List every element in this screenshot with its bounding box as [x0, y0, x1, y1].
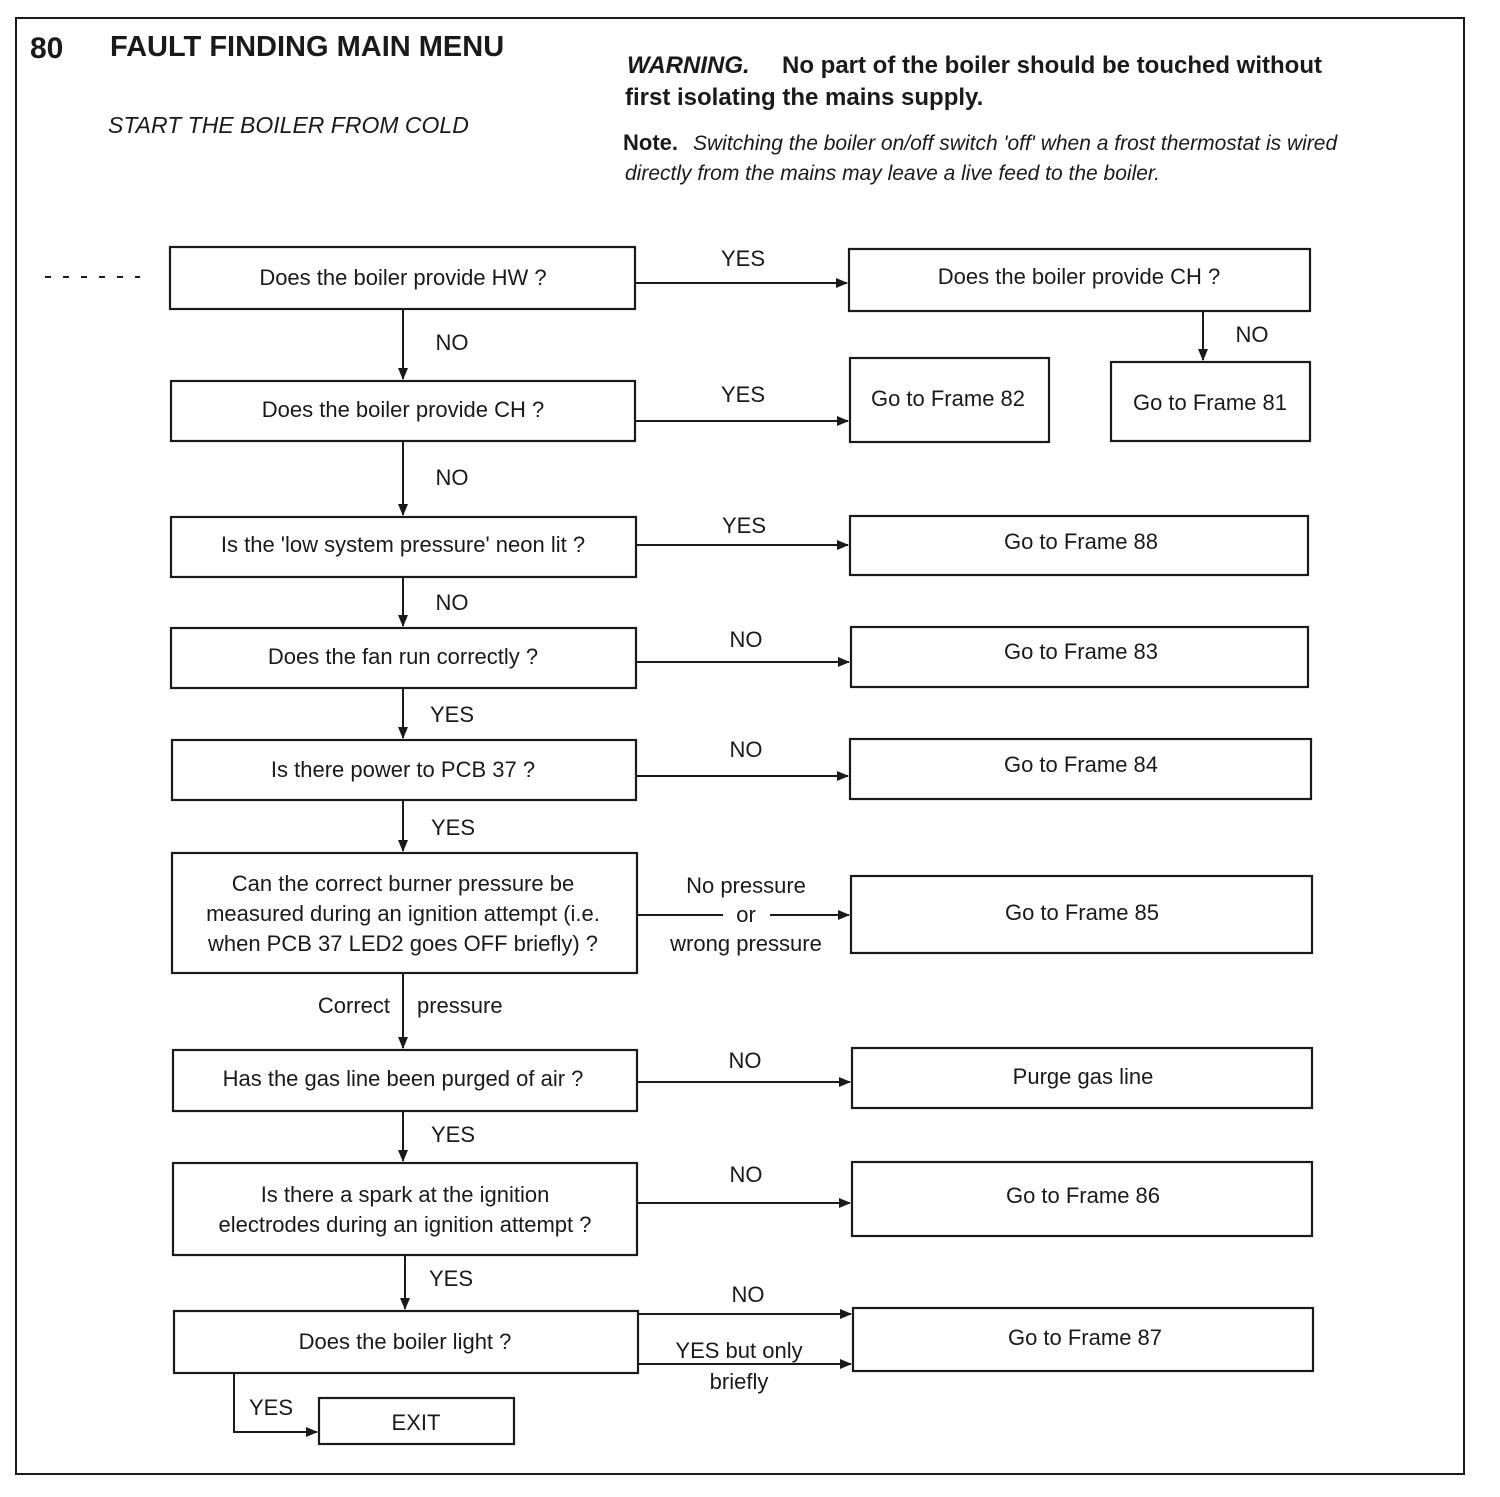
- label-ch-yes: YES: [720, 382, 766, 407]
- label-pressure: pressure: [417, 993, 503, 1018]
- question-spark-box: [173, 1163, 637, 1255]
- label-light-yes: YES: [248, 1395, 294, 1420]
- label-correct: Correct: [317, 993, 390, 1018]
- question-burner-line-1: Can the correct burner pressure be: [231, 871, 575, 896]
- label-ch-no: NO: [435, 465, 469, 490]
- page-title: FAULT FINDING MAIN MENU: [110, 31, 505, 63]
- frame-88-text: Go to Frame 88: [1003, 529, 1159, 554]
- note-label: Note.: [623, 130, 678, 155]
- frame-82-text: Go to Frame 82: [870, 386, 1026, 411]
- label-spark-no: NO: [729, 1162, 763, 1187]
- label-light-no: NO: [731, 1282, 765, 1307]
- question-hw-text: Does the boiler provide HW ?: [259, 265, 547, 290]
- label-hw-yes: YES: [720, 246, 766, 271]
- question-spark-line-1: Is there a spark at the ignition: [260, 1182, 550, 1207]
- frame-85-text: Go to Frame 85: [1004, 900, 1160, 925]
- frame-83-text: Go to Frame 83: [1003, 639, 1159, 664]
- question-spark-line-2: electrodes during an ignition attempt ?: [218, 1212, 592, 1237]
- question-pressure-text: Is the 'low system pressure' neon lit ?: [220, 532, 586, 557]
- page-subtitle: START THE BOILER FROM COLD: [108, 112, 469, 138]
- label-hw-no: NO: [435, 330, 469, 355]
- label-ch-top-no: NO: [1235, 322, 1269, 347]
- frame-86-text: Go to Frame 86: [1005, 1183, 1161, 1208]
- warning-label: WARNING.: [627, 52, 750, 79]
- question-fan-text: Does the fan run correctly ?: [267, 644, 539, 669]
- label-or: or: [736, 902, 756, 927]
- warning-line-2: first isolating the mains supply.: [625, 84, 984, 111]
- label-briefly: briefly: [709, 1369, 769, 1394]
- question-light-text: Does the boiler light ?: [298, 1329, 512, 1354]
- note-line-1: Switching the boiler on/off switch 'off' when a frost thermostat is wired: [693, 132, 1338, 155]
- question-ch-text: Does the boiler provide CH ?: [261, 397, 545, 422]
- exit-text: EXIT: [391, 1410, 441, 1435]
- label-power-yes: YES: [430, 815, 476, 840]
- label-pressure-yes: YES: [721, 513, 767, 538]
- frame-84-text: Go to Frame 84: [1003, 752, 1159, 777]
- question-ch-top-text: Does the boiler provide CH ?: [937, 264, 1221, 289]
- purge-gas-line-text: Purge gas line: [1012, 1064, 1154, 1089]
- label-spark-yes: YES: [428, 1266, 474, 1291]
- label-no-pressure: No pressure: [686, 873, 806, 898]
- label-fan-no: NO: [729, 627, 763, 652]
- label-purge-no: NO: [728, 1048, 762, 1073]
- label-wrong-pressure: wrong pressure: [670, 931, 822, 956]
- frame-number: 80: [30, 32, 64, 65]
- frame-81-text: Go to Frame 81: [1132, 390, 1288, 415]
- question-power-text: Is there power to PCB 37 ?: [270, 757, 536, 782]
- label-power-no: NO: [729, 737, 763, 762]
- label-yes-but-only: YES but only: [675, 1338, 803, 1363]
- warning-line-1: No part of the boiler should be touched without: [782, 52, 1322, 79]
- label-pressure-no: NO: [435, 590, 469, 615]
- label-fan-yes: YES: [429, 702, 475, 727]
- question-burner-line-2: measured during an ignition attempt (i.e.: [206, 901, 600, 926]
- note-line-2: directly from the mains may leave a live feed to the boiler.: [625, 162, 1160, 185]
- question-burner-line-3: when PCB 37 LED2 goes OFF briefly) ?: [207, 931, 599, 956]
- label-purge-yes: YES: [430, 1122, 476, 1147]
- frame-87-text: Go to Frame 87: [1007, 1325, 1163, 1350]
- question-purge-text: Has the gas line been purged of air ?: [222, 1066, 584, 1091]
